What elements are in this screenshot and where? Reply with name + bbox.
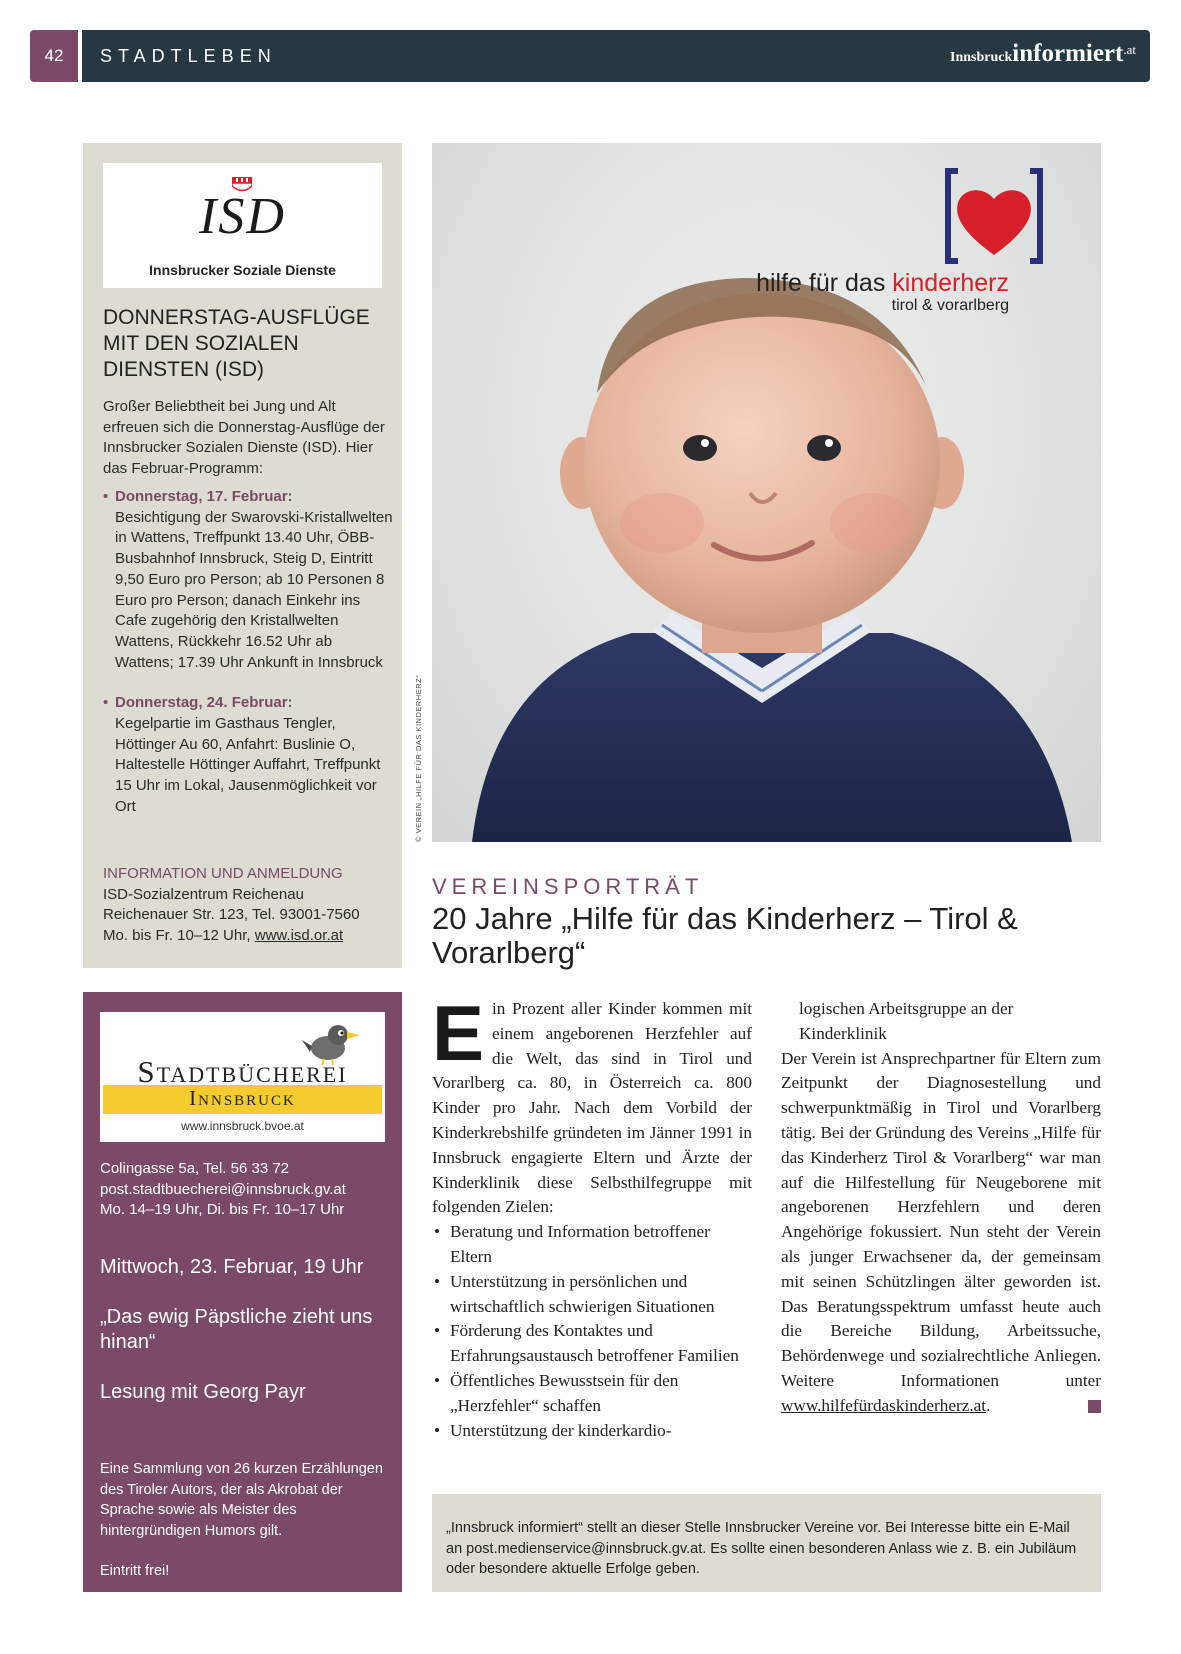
kinderherz-logo-icon xyxy=(944,167,1044,267)
article-dropcap: E xyxy=(432,989,485,1077)
article-column-1 xyxy=(432,989,752,1443)
article-column-2 xyxy=(781,997,1101,1419)
list-item: • Unterstützung der kinderkardio- xyxy=(432,1419,752,1444)
isd-website-link[interactable]: www.isd.or.at xyxy=(254,926,344,944)
contact-email: post.stadtbuecherei@innsbruck.gv.at xyxy=(100,1180,346,1198)
library-sidebar-box xyxy=(83,992,402,1592)
contact-line: Colingasse 5a, Tel. 56 33 72 xyxy=(100,1160,290,1177)
article-kicker: VEREINSPORTRÄT xyxy=(432,874,704,899)
isd-title: DONNERSTAG-AUSFLÜGE MIT DEN SOZIALEN DIENSTEN (ISD) xyxy=(103,306,370,381)
header-bar xyxy=(82,30,1150,82)
list-item: • Beratung und Information betroffener Eltern xyxy=(432,1220,752,1270)
brand-prefix: Innsbruck xyxy=(950,50,1013,65)
event-date: • Donnerstag, 24. Februar: xyxy=(115,694,293,712)
isd-intro: Großer Beliebtheit bei Jung und Alt erfreuen sich die Donnerstag-Ausflüge der Innsbrucker Sozialen Dienste (ISD). Hier das Februar-Programm: xyxy=(103,398,385,477)
footer-note: „Innsbruck informiert“ stellt an dieser Stelle Innsbrucker Vereine vor. Bei Interesse bitte ein E-Mail an post.medienservice@innsbruck.gv.at. Es sollte einen besonderen Anlass wie z. B. ein Jubiläum oder besondere aktuelle Erfolge geben. xyxy=(432,1494,1101,1592)
event-date: Mittwoch, 23. Februar, 19 Uhr xyxy=(100,1256,364,1278)
brand-suffix: .at xyxy=(1123,42,1136,57)
isd-logo-name: Innsbrucker Soziale Dienste xyxy=(149,262,336,278)
library-description xyxy=(100,1459,392,1602)
event-text: Kegelpartie im Gasthaus Tengler, Höttinger Au 60, Anfahrt: Buslinie O, Haltestelle Höttinger Auffahrt, Treffpunkt 15 Uhr im Lokal, Jausenmöglichkeit vor Ort xyxy=(115,715,381,815)
kinderherz-logo-sub: tirol & vorarlberg xyxy=(891,297,1009,314)
section-title: STADTLEBEN xyxy=(100,46,277,66)
kinderherz-logo-text-a: hilfe für das xyxy=(756,269,893,297)
event-admission: Eintritt frei! xyxy=(100,1563,170,1579)
brand-logo xyxy=(950,40,1136,68)
page-number: 42 xyxy=(30,30,78,82)
list-item: • Förderung des Kontaktes und Erfahrungsaustausch betroffener Familien xyxy=(432,1319,752,1369)
info-line: ISD-Sozialzentrum Reichenau xyxy=(103,885,304,903)
list-item xyxy=(103,487,393,673)
kinderherz-website-link[interactable]: www.hilfefürdaskinderherz.at xyxy=(781,1395,987,1415)
list-item: • Unterstützung in persönlichen und wirtschaftlich schwierigen Situationen xyxy=(432,1270,752,1320)
list-item: • Öffentliches Bewusstsein für den „Herzfehler“ schaffen xyxy=(432,1369,752,1419)
event-title: „Das ewig Päpstliche zieht uns hinan“ xyxy=(100,1306,373,1353)
kinderherz-logo-text xyxy=(756,269,1009,298)
event-text: Besichtigung der Swarovski-Kristallwelten in Wattens, Treffpunkt 13.40 Uhr, ÖBB-Busbahnhof Innsbruck, Steig D, Eintritt 9,50 Euro pro Person; ab 10 Personen 8 Euro pro Person; danach Einkehr ins Cafe zugehörig den Kristallwelten Wattens, Rückkehr 16.52 Uhr ab Wattens; 17.39 Uhr Ankunft in Innsbruck xyxy=(115,508,393,671)
article-paragraph: Der Verein ist Ansprechpartner für Eltern zum Zeitpunkt der Diagnosestellung und schwerpunktmäßig in Tirol und Vorarlberg tätig. Bei der Gründung des Vereins „Hilfe für das Kinderherz Tirol & Vorarlberg“ war man auf die Hilfestellung für Neugeborene mit angeborenen Herzfehlern und deren Angehörige fokussiert. Nun steht der Verein als junger Erwachsener da, der gemeinsam mit seinen Schützlingen älter geworden ist. Das Beratungsspektrum umfasst heute auch die Bereiche Bildung, Arbeitssuche, Behördenwege und sozialrechtliche Anliegen. Weitere Informationen unter xyxy=(781,1048,1101,1390)
article-paragraph-wrap xyxy=(781,1047,1101,1419)
library-logo xyxy=(100,1012,385,1142)
goals-list xyxy=(432,1220,752,1443)
isd-logo-mark: ISD xyxy=(199,188,286,245)
list-item xyxy=(103,693,393,817)
brand-main: informiert xyxy=(1012,40,1124,67)
article-end-punct: . xyxy=(986,1395,991,1415)
baby-photo xyxy=(432,143,1101,842)
library-logo-city: Innsbruck xyxy=(189,1086,296,1110)
info-line: Reichenauer Str. 123, Tel. 93001-7560 xyxy=(103,906,360,923)
photo-credit: © VEREIN „HILFE FÜR DAS KINDERHERZ“ xyxy=(414,674,423,842)
isd-logo xyxy=(103,163,382,288)
contact-hours: Mo. 14–19 Uhr, Di. bis Fr. 10–17 Uhr xyxy=(100,1201,345,1218)
article-paragraph: in Prozent aller Kinder kommen mit einem angeborenen Herzfehler auf die Welt, das sind in Tirol und Vorarlberg ca. 80, in Österreich ca. 800 Kinder pro Jahr. Nach dem Vorbild der Kinderkrebshilfe gründeten im Jänner 1991 in Innsbruck engagierte Eltern und Ärzte der Kinderklinik diese Selbsthilfegruppe mit folgenden Zielen: xyxy=(432,999,752,1217)
end-mark xyxy=(1088,1400,1101,1413)
event-description: Eine Sammlung von 26 kurzen Erzählungen des Tiroler Autors, der als Akrobat der Sprache sowie als Meister des hintergründigen Humors gilt. xyxy=(100,1461,383,1539)
goals-list-continuation: logischen Arbeitsgruppe an der Kinderklinik xyxy=(799,999,1014,1043)
info-heading: INFORMATION UND ANMELDUNG xyxy=(103,865,343,882)
event-date: • Donnerstag, 17. Februar: xyxy=(115,488,293,505)
info-line-hours xyxy=(103,926,393,947)
isd-info xyxy=(103,864,393,946)
library-logo-name: Stadtbücherei xyxy=(137,1054,348,1089)
event-reading: Lesung mit Georg Payr xyxy=(100,1381,306,1403)
info-hours: Mo. bis Fr. 10–12 Uhr, xyxy=(103,926,251,944)
isd-event-list xyxy=(103,487,393,838)
isd-sidebar-box xyxy=(83,143,402,968)
library-event xyxy=(100,1255,392,1430)
article-headline: 20 Jahre „Hilfe für das Kinderherz – Tirol & Vorarlberg“ xyxy=(432,901,1018,970)
library-logo-url: www.innsbruck.bvoe.at xyxy=(181,1119,304,1133)
library-contact xyxy=(100,1159,392,1221)
kinderherz-logo-text-b: kinderherz xyxy=(892,269,1009,297)
